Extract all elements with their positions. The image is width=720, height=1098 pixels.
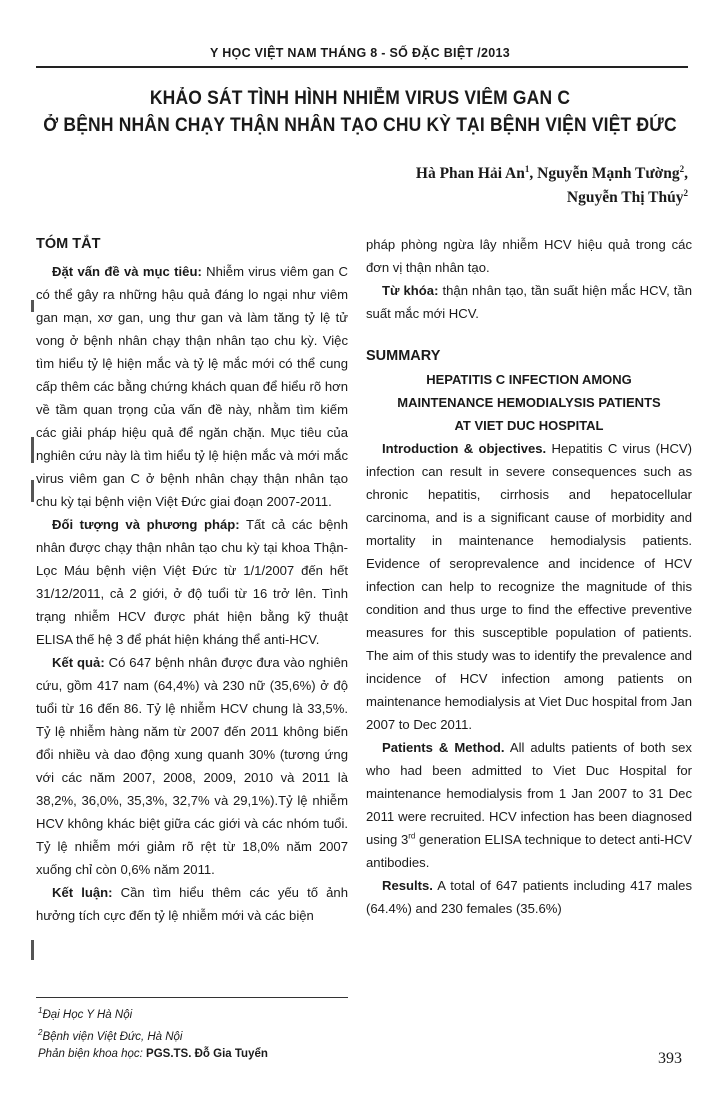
left-column	[36, 233, 348, 927]
conclusion-continuation: pháp phòng ngừa lây nhiễm HCV hiệu quả trong các đơn vị thận nhân tạo.	[366, 237, 692, 275]
english-title-line-2: MAINTENANCE HEMODIALYSIS PATIENTS	[397, 395, 661, 410]
footnote-mark: 1	[38, 1006, 43, 1015]
author-affiliation-mark: 2	[679, 164, 685, 174]
author-line-2	[567, 188, 688, 207]
author-affiliation-mark: 1	[524, 164, 530, 174]
english-title-line-1: HEPATITIS C INFECTION AMONG	[426, 372, 632, 387]
footnote-text: Đại Học Y Hà Nội	[42, 1008, 133, 1021]
summary-method-paragraph	[366, 736, 692, 874]
page-number: 393	[658, 1050, 682, 1067]
paragraph-label: Đối tượng và phương pháp:	[52, 517, 240, 532]
paragraph-text: All adults patients of both sex who had been admitted to Viet Duc Hospital for maintenance hemodialysis from 1 Jan 2007 to 31 Dec 2011 were recruited. HCV infection has been diagnosed using 3	[366, 740, 692, 847]
keywords-paragraph	[366, 279, 692, 325]
reviewer-name: PGS.TS. Đỗ Gia Tuyển	[142, 1047, 268, 1060]
author-separator: ,	[684, 165, 688, 183]
scan-margin-mark	[31, 940, 34, 960]
paragraph-label: Results.	[382, 878, 433, 893]
paragraph-text: Nhiễm virus viêm gan C có thể gây ra những hậu quả đáng lo ngại như viêm gan mạn, xơ gan, ung thư gan và làm tăng tỷ lệ tử vong ở bệnh nhân chạy thận nhân tạo chu kỳ. Việc tìm hiểu tỷ lệ hiện mắc và tỷ lệ mắc mới có thể cung cấp thêm các bằng chứng khách quan để hiểu rõ hơn về tầm quan trọng của vấn đề này, nhằm tìm kiếm các giải pháp hiệu quả để ngăn chặn. Mục tiêu của nghiên cứu này là tìm hiểu tỷ lệ hiện mắc và mới mắc virus viêm gan C ở bệnh nhân chạy thận nhân tạo chu kỳ tại bệnh viện Việt Đức giai đoạn 2007-2011.	[36, 264, 348, 509]
author-name: Nguyễn Thị Thúy	[566, 189, 684, 207]
reviewer-label: Phản biện khoa học:	[38, 1047, 143, 1060]
abstract-conclusion-paragraph	[36, 881, 348, 927]
abstract-heading: TÓM TẮT	[36, 236, 101, 252]
scan-margin-mark	[31, 480, 34, 502]
footnote-affiliation-1	[38, 1002, 358, 1024]
article-title-line-2: Ở BỆNH NHÂN CHẠY THẬN NHÂN TẠO CHU KỲ TẠI BỆNH VIỆN VIỆT ĐỨC	[43, 115, 677, 136]
footnote-affiliation-2	[38, 1024, 358, 1046]
paragraph-text: A total of 647 patients including 417 males (64.4%) and 230 females (35.6%)	[366, 878, 692, 916]
abstract-method-paragraph	[36, 513, 348, 651]
paragraph-text: Tất cả các bệnh nhân được chạy thận nhân tạo chu kỳ tại khoa Thận-Lọc Máu bệnh viện Việt Đức từ 1/1/2007 đến hết 31/12/2011, cả 2 giới, ở độ tuổi từ 16 trở lên. Tình trạng nhiễm HCV được phát hiện bằng kỹ thuật ELISA thế hệ 3 để phát hiện kháng thể anti-HCV.	[36, 517, 348, 647]
header-rule	[36, 66, 688, 68]
paragraph-text: Có 647 bệnh nhân được đưa vào nghiên cứu, gồm 417 nam (64,4%) và 230 nữ (35,6%) ở độ tuổi từ 16 đến 86. Tỷ lệ nhiễm HCV chung là 33,5%. Tỷ lệ nhiễm hàng năm từ 2007 đến 2011 không biến đổi nhiều và dao động xung quanh 30% (tương ứng với các năm 2007, 2008, 2009, 2010 và 2011 là 38,2%, 36,0%, 35,3%, 32,7% và 29,1%).Tỷ lệ nhiễm HCV không khác biệt giữa các giới và các nhóm tuổi. Tỷ lệ nhiễm mới giảm rõ rệt từ 18,0% năm 2007 xuống chỉ còn 0,6% năm 2011.	[36, 655, 349, 877]
scan-margin-mark	[31, 300, 34, 312]
scan-margin-mark	[31, 437, 34, 463]
author-name: , Nguyễn Mạnh Tường	[529, 165, 680, 183]
author-name: Hà Phan Hải An	[415, 165, 525, 183]
footnote-mark: 2	[38, 1027, 43, 1037]
author-affiliation-mark: 2	[683, 188, 688, 198]
summary-introduction-paragraph	[366, 437, 692, 736]
paragraph-text: Cần tìm hiểu thêm các yếu tố ảnh hưởng tích cực đến tỷ lệ nhiễm mới và các biện	[36, 885, 348, 923]
keywords-text: thận nhân tạo, tần suất hiện mắc HCV, tần suất mắc mới HCV.	[366, 283, 692, 321]
summary-heading: SUMMARY	[366, 348, 441, 364]
article-title-line-1: KHẢO SÁT TÌNH HÌNH NHIỄM VIRUS VIÊM GAN C	[149, 88, 571, 109]
paragraph-label: Patients & Method.	[382, 740, 505, 755]
paragraph-label: Đặt vấn đề và mục tiêu:	[52, 264, 202, 279]
english-title-line-3: AT VIET DUC HOSPITAL	[454, 418, 604, 433]
paragraph-text: generation ELISA technique to detect anti-HCV antibodies.	[366, 832, 692, 870]
keywords-label: Từ khóa:	[382, 283, 439, 298]
running-head: Y HỌC VIỆT NAM THÁNG 8 - SỐ ĐẶC BIỆT /2013	[210, 46, 510, 60]
footnote-rule	[36, 997, 348, 998]
abstract-results-paragraph	[36, 651, 348, 881]
footnote-reviewer	[38, 1046, 358, 1063]
abstract-background-paragraph	[36, 260, 348, 513]
paragraph-text: Hepatitis C virus (HCV) infection can result in severe consequences such as chronic hepatitis, cirrhosis and hepatocellular carcinoma, and is a significant cause of morbidity and mortality in maintenance hemodialysis patients. Evidence of seroprevalence and incidence of HCV infection can help to recognize the magnitude of this condition and thus urge to find the effective preventive measures for this susceptible population of patients. The aim of this study was to identify the prevalence and incidence of HCV infection among patients on maintenance hemodialysis at Viet Duc hospital from Jan 2007 to Dec 2011.	[366, 441, 692, 732]
paragraph-label: Kết luận:	[52, 885, 113, 900]
footnote-text: Bệnh viện Việt Đức, Hà Nội	[42, 1030, 183, 1043]
footnotes	[38, 1002, 358, 1063]
summary-results-paragraph	[366, 874, 692, 920]
paragraph-label: Introduction & objectives.	[382, 441, 547, 456]
right-column	[366, 233, 692, 920]
ordinal-suffix: rd	[408, 831, 416, 841]
author-line-1	[416, 164, 688, 183]
paragraph-label: Kết quả:	[52, 655, 105, 670]
